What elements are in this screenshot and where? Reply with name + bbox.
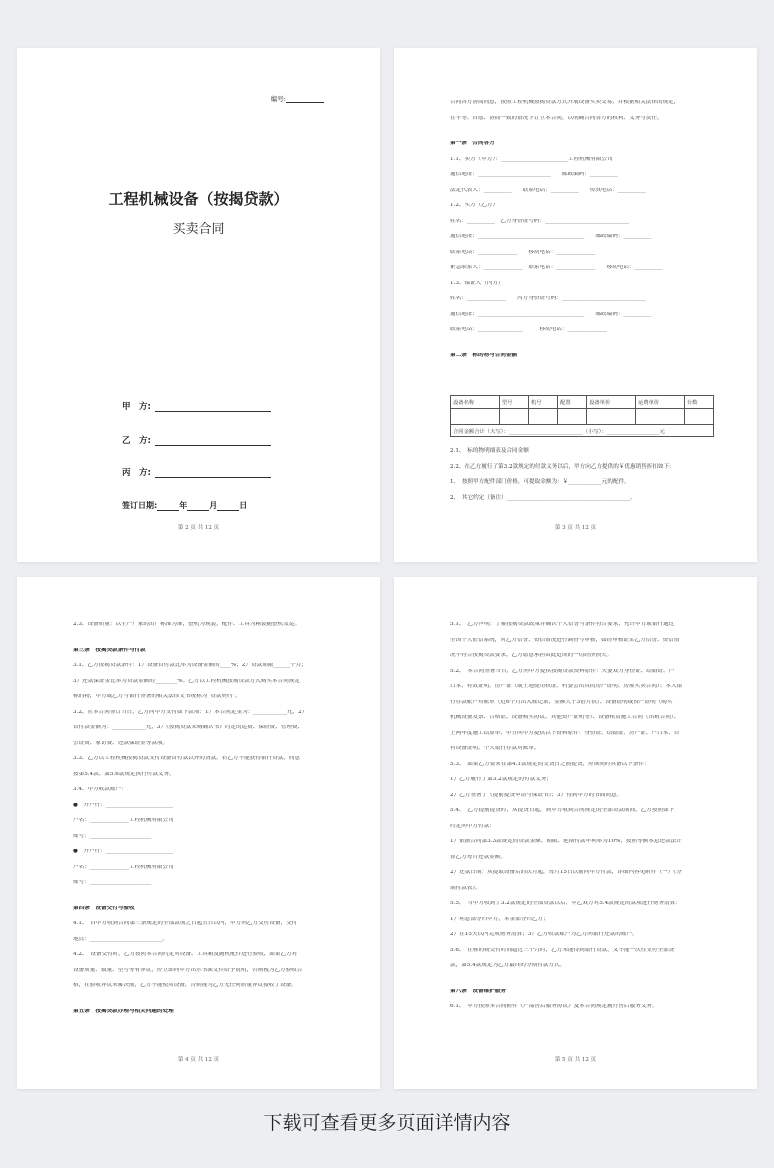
text-line: 1）利息部分归甲方，本金部分归乙方； [450,916,549,922]
page-footer: 第 5 页 共 12 页 [554,1057,597,1063]
text-line: ● 开户行：________________________ [73,802,173,808]
text-line: 算乙方每月还款金额。 [450,854,506,860]
party-c-field: 丙 方: [122,466,271,478]
text-line [450,343,711,353]
text-line: 通信地址：______________________________________ 邮政编码：__________ [450,311,652,317]
text-line: 1、 按照甲方配件部门价格，可提取金额为：￥____________元的配件。 [450,479,630,485]
text-line: 公证费、家访费、还款保证金等款项。 [73,740,169,746]
text-line: 上两年度施工结算单、甲方向甲方提供以下资料原件：身份证、结婚证、房产证、户口本、自 [450,730,680,736]
page-body [73,622,334,1024]
text-line: 2.2、在乙方履行了第3.2款规定的付款义务以后，甲方向乙方提供的￥优惠销售折扣如下： [450,463,675,470]
text-line: 有设备证明、个人银行存款对账单。 [450,746,540,751]
text-line: 第五条 按揭贷款办理与相关问题的处理 [73,1008,174,1014]
contract-number: 编号: [271,94,324,103]
text-line [450,979,711,989]
text-line: 第二条 标的物与合同金额 [450,352,518,358]
text-line: 合同各方协商同意，按照工程机械按揭贷款方式开展设备买卖交易，并根据相关法律的规定， [450,100,680,105]
text-line: 设备质量、数量、型号等有异议，应立即向甲方出示书面文件给予说明，否则视为乙方验收合 [73,967,303,973]
text-line: 5.3、 如果乙方要求在第4.1款规定的交货日之前提货，应该同时具备以下条件： [450,761,650,767]
text-line: 4.2、 设备交付时，乙方按照本合同约定对设备、工具箱及随机配件进行验收，如果乙方对 [73,952,298,957]
text-line: 姓名：______________ 丙方身份证号码：______________________________ [450,296,646,301]
table-header-cell: 设备名称 [451,396,500,409]
text-line: 况不符合按揭贷款要求，乙方愿意承担由此造成的一切经济损失。 [450,653,613,658]
party-a-field: 甲 方: [122,400,271,412]
text-line [73,896,334,906]
text-line: 第六条 设备维护服务 [450,988,506,994]
text-line: 联系电话：______________ 移动电话：______________ [450,249,596,255]
page-footer: 第 2 页 共 12 页 [177,525,220,531]
text-line: 2、 其它约定（备注）____________________________________________。 [450,494,636,501]
table-header-cell: 运费单价 [635,396,684,409]
text-line [73,999,334,1009]
table-header-cell: 型号 [499,396,528,409]
text-line: 2）还款日期：从提取设备后的次月起，每月15日以前向甲方付款，详细内容见附件（一）《分 [450,870,682,875]
text-line: 4.1、 自甲方收到合同第三条规定的全部款项之日起五日以内，甲方向乙方交付设备，交付 [73,921,298,926]
text-line: 紧急联系人：______________ 联系电话：______________ 移动电话：__________ [450,265,663,270]
table-cell [684,409,713,425]
text-line: 5.6、 在标的物交付时间超过三个月时，乙方未能得到银行贷款，又不能一次性支付全部货 [450,947,675,953]
table-header-cell: 机号 [528,396,557,409]
contract-cover-page [17,48,380,562]
text-line: 通信地址：______________________________________ 邮政编码：__________ [450,234,652,239]
table-cell [528,409,557,425]
text-line: 机械设备发票、合格证、设备购买协议、其他资产证明等）、设备租赁施工合同（出租合同）、 [450,715,680,720]
text-line: 户名：______________工程机械有限公司 [73,818,174,823]
text-line: 3.3、乙方以工程机械按揭贷款支付设备首付款以外的货款。若乙方不能获得银行贷款，同意 [73,756,301,761]
page-body-after-table [450,446,711,508]
text-line: 2）在15天以内完成财务清算；3）乙方收款账户为乙方向银行还款的账户。 [450,932,638,937]
text-line: 1.3、保证人（丙方） [450,280,504,286]
table-cell [635,409,684,425]
text-line: 2.1、 标的物明细表及合同金额 [450,448,529,454]
text-line: 1）依据合同第3.3款规定的贷款金额、期限、延期付款年利率为10%，按照等额本息还款法计 [450,839,682,844]
table-header-cell: 配置 [558,396,587,409]
table-cell [558,409,587,425]
contract-page-4 [17,577,380,1089]
text-line: 口本、有效证明、房产证（或土地使用权证、村委会出具的房产证明、房屋买卖合同）；本人银 [450,684,683,689]
text-line: 第四条 设备交付与验收 [73,905,135,911]
text-line: 1.1、卖方（甲方）：________________________工程机械有限公司 [450,156,613,162]
text-line: 3）还款保证金比率为贷款金额的________%。乙方以工程机械按揭贷款方式购买本合同规定 [73,678,301,684]
text-line [73,638,334,648]
contract-subtitle: 买卖合同 [172,222,225,237]
text-line: 行存款帐户对账单（近6个月出入账记录，金额大于3倍月供）、设备证明或资产证明（购买 [450,699,673,705]
text-line: 约定向甲方付款： [450,823,495,829]
sign-date-field: 签订日期: 年 月 日 [122,501,248,510]
text-line: 5.4、 乙方提前提货时，从提货日起，到甲方收到合同规定的全部贷款期间，乙方按照如下 [450,808,675,813]
table-cell [451,409,500,425]
party-b-field: 乙 方: [122,434,271,446]
text-line [450,131,711,141]
text-line: 姓名：__________ 乙方身份证号码：______________________________ [450,218,630,224]
text-line: 5.1、 乙方声明：了解按揭贷款政策并确认个人信誉与条件符合要求，允许甲方或银行通过 [450,622,675,627]
page-body [450,100,711,368]
table-cell [499,409,528,425]
text-line: 全国个人征信系统，对乙方信誉、资信情况进行调查与审核，如经审核证实乙方信誉、资信情 [450,637,680,643]
text-line: 联系电话：________________ 移动电话：______________ [450,327,607,332]
text-line: 2.3、设备质量：以生产厂家的出厂标准为准，整机为现装，配件、工具为箱装随整机发运。 [73,622,301,627]
text-line: 账号：______________________ [73,880,152,885]
text-line: 按第5.4款、第5.6款规定执行付款义务。 [73,771,175,777]
equipment-table [450,395,714,437]
text-line: 3.1、乙方按揭贷款条件：1）设备首付款比率为设备金额的____%；2）贷款期限______个月； [73,663,307,668]
table-header-cell: 设备单价 [587,396,636,409]
text-line: 款，第5.4款规定为乙方最终的分期付款方式。 [450,963,566,968]
text-line: 期付款表》。 [450,885,481,891]
text-line: 3.4、甲方收款账户： [73,787,127,792]
text-line: 标的物，甲方或乙方与银行签署的相关法律文书统称为“贷款契约”。 [73,694,241,699]
download-more-caption: 下载可查看更多页面详情内容 [263,1112,511,1134]
contract-page-5 [394,577,757,1089]
text-line: 户名：______________工程机械有限公司 [73,864,174,870]
text-line: 格，在验收异议未解决前，乙方不能使用设备，否则视为乙方无任何质量异议接收了设备。 [73,983,297,988]
contract-title: 工程机械设备（按揭贷款） [108,190,289,208]
text-line: 地点：__________________________。 [73,936,169,942]
page-footer: 第 3 页 共 12 页 [554,525,597,531]
table-total: 合同金额合计（大写）：____________________________（小写）：____________________元 [451,425,714,437]
text-line: 通信地址：__________________________ 邮政编码：__________ [450,172,618,177]
text-line: 1）乙方履行了第3.2款规定的付款义务； [450,777,552,782]
page-footer: 第 4 页 共 12 页 [177,1057,220,1063]
text-line: 在平等、自愿、协商一致的情况下订立本合同，以明确合同各方的权利、义务与责任。 [450,115,663,121]
text-line: 首付款金额为：____________元，3）《按揭贷款采购确认书》约定的运费、保险费、管理费、 [73,725,304,730]
text-line: 1.2、买方（乙方） [450,203,499,208]
text-line: 5.2、 本合同签署当日，乙方向甲方提供按揭贷款资料原件：夫妻双方身份证、结婚证、户 [450,668,675,674]
page-body [450,622,711,1020]
table-cell [587,409,636,425]
text-line: 3.2、在本合同签订当日，乙方向甲方支付如下款项：1）本合同定金为：____________元，2） [73,709,308,715]
text-line: 法定代表人：__________ 联系电话：__________ 传真电话：__________ [450,187,646,193]
text-line: ● 开户行：________________________ [73,849,173,854]
text-line: 2）乙方签署了《提前提货申请与保证书》；3）得到甲方的书面同意。 [450,792,623,798]
text-line: 第三条 按揭贷款条件与付款 [73,647,146,653]
text-line: 5.5、 当甲方收到了3.2款规定的全部贷款以后，甲乙双方对5.4款规定的款项进行财务清算： [450,901,681,906]
text-line: 账号：______________________ [73,833,152,839]
table-header-cell: 台数 [684,396,713,409]
contract-page-3 [394,48,757,562]
text-line: 第一条 合同各方 [450,141,495,146]
text-line: 6.1、 甲方按照本合同附件《产品售后服务协议》及本合同规定履行售后服务义务。 [450,1004,658,1009]
